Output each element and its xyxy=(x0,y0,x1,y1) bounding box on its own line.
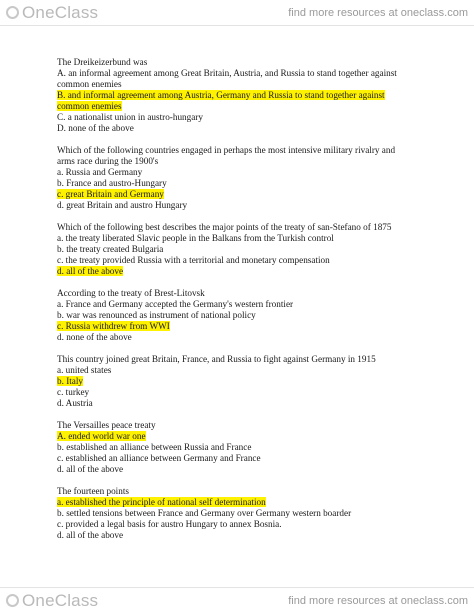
answer-option xyxy=(57,167,397,178)
header-tagline-link[interactable]: find more resources at oneclass.com xyxy=(288,6,468,19)
question-stem: The Dreikeizerbund was xyxy=(57,57,148,67)
highlighted-answer xyxy=(57,321,397,332)
answer-text: d. all of the above xyxy=(57,530,124,540)
answer-option xyxy=(57,442,397,453)
answer-option xyxy=(57,332,397,343)
answer-text: a. established the principle of national self determination xyxy=(57,497,266,507)
question-block xyxy=(57,420,397,475)
answer-text: b. settled tensions between France and Germany over Germany western boarder xyxy=(57,508,352,518)
question-stem: According to the treaty of Brest-Litovsk xyxy=(57,288,205,298)
oneclass-logo[interactable] xyxy=(6,591,98,611)
question-block xyxy=(57,145,397,211)
question-stem: The Versailles peace treaty xyxy=(57,420,156,430)
oneclass-logo-icon xyxy=(6,6,19,19)
answer-text: d. none of the above xyxy=(57,332,132,342)
answer-text: d. Austria xyxy=(57,398,93,408)
answer-option xyxy=(57,310,397,321)
answer-option xyxy=(57,464,397,475)
answer-text: b. France and austro-Hungary xyxy=(57,178,167,188)
answer-text: c. the treaty provided Russia with a territorial and monetary compensation xyxy=(57,255,330,265)
answer-option xyxy=(57,398,397,409)
question-stem: This country joined great Britain, France, and Russia to fight against Germany in 1915 xyxy=(57,354,376,364)
question-block xyxy=(57,222,397,277)
answer-text: d. great Britain and austro Hungary xyxy=(57,200,188,210)
answer-option xyxy=(57,508,397,519)
oneclass-logo[interactable] xyxy=(6,3,98,23)
answer-option xyxy=(57,112,397,123)
answer-text: d. all of the above xyxy=(57,464,124,474)
answer-text: B. and informal agreement among Austria, Germany and Russia to stand together against common enemies xyxy=(57,90,385,111)
answer-text: c. turkey xyxy=(57,387,90,397)
answer-option xyxy=(57,365,397,376)
answer-option xyxy=(57,387,397,398)
question-block xyxy=(57,57,397,134)
answer-text: A. ended world war one xyxy=(57,431,146,441)
answer-text: a. Russia and Germany xyxy=(57,167,143,177)
answer-option xyxy=(57,68,397,90)
highlighted-answer xyxy=(57,189,397,200)
highlighted-answer xyxy=(57,90,397,112)
question-stem: Which of the following best describes the major points of the treaty of san-Stefano of 1875 xyxy=(57,222,392,232)
answer-text: A. an informal agreement among Great Britain, Austria, and Russia to stand together against common enemies xyxy=(57,68,397,89)
oneclass-logo-icon xyxy=(6,594,19,607)
logo-text: OneClass xyxy=(22,590,99,610)
answer-option xyxy=(57,453,397,464)
answer-text: b. Italy xyxy=(57,376,84,386)
answer-text: c. great Britain and Germany xyxy=(57,189,164,199)
answer-text: d. all of the above xyxy=(57,266,124,276)
highlighted-answer xyxy=(57,431,397,442)
footer-tagline-link[interactable]: find more resources at oneclass.com xyxy=(288,594,468,607)
question-block xyxy=(57,288,397,343)
answer-option xyxy=(57,233,397,244)
highlighted-answer xyxy=(57,376,397,387)
answer-option xyxy=(57,519,397,530)
document-body xyxy=(57,57,397,552)
top-banner xyxy=(0,0,474,26)
answer-text: c. Russia withdrew from WWI xyxy=(57,321,170,331)
answer-option xyxy=(57,200,397,211)
question-block xyxy=(57,486,397,541)
answer-text: a. united states xyxy=(57,365,112,375)
answer-text: a. the treaty liberated Slavic people in the Balkans from the Turkish control xyxy=(57,233,334,243)
answer-option xyxy=(57,244,397,255)
answer-text: C. a nationalist union in austro-hungary xyxy=(57,112,203,122)
answer-option xyxy=(57,123,397,134)
answer-option xyxy=(57,178,397,189)
answer-text: a. France and Germany accepted the Germany's western frontier xyxy=(57,299,294,309)
bottom-banner xyxy=(0,587,474,613)
question-stem: The fourteen points xyxy=(57,486,129,496)
answer-text: c. provided a legal basis for austro Hungary to annex Bosnia. xyxy=(57,519,282,529)
answer-text: c. established an alliance between Germany and France xyxy=(57,453,261,463)
question-stem: Which of the following countries engaged in perhaps the most intensive military rivalry and arms race during the 1900's xyxy=(57,145,396,166)
answer-text: D. none of the above xyxy=(57,123,134,133)
answer-text: b. war was renounced as instrument of national policy xyxy=(57,310,256,320)
answer-text: b. established an alliance between Russia and France xyxy=(57,442,252,452)
highlighted-answer xyxy=(57,497,397,508)
answer-option xyxy=(57,530,397,541)
answer-text: b. the treaty created Bulgaria xyxy=(57,244,164,254)
highlighted-answer xyxy=(57,266,397,277)
question-block xyxy=(57,354,397,409)
answer-option xyxy=(57,255,397,266)
answer-option xyxy=(57,299,397,310)
logo-text: OneClass xyxy=(22,2,99,22)
